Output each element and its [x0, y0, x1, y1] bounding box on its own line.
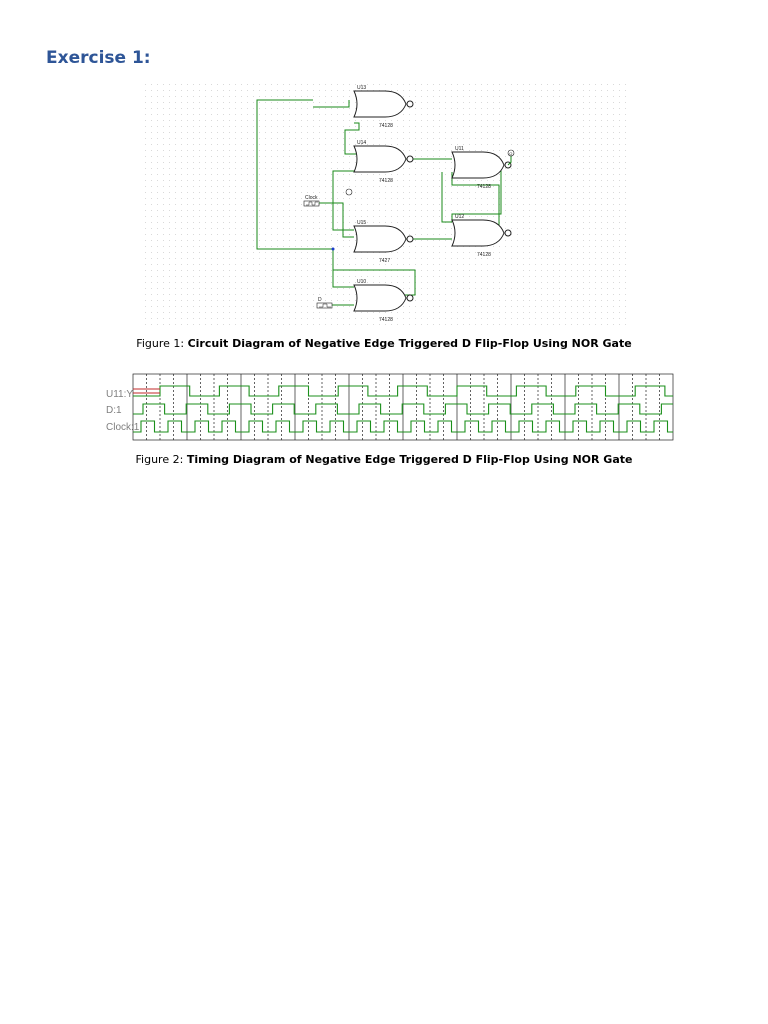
figure-2-caption-text: Timing Diagram of Negative Edge Triggered D Flip-Flop Using NOR Gate [186, 453, 633, 466]
signal-label-d: D:1 [106, 405, 122, 416]
gate-u10-id: U10 [357, 279, 367, 285]
figure-1-caption-text: Circuit Diagram of Negative Edge Triggered D Flip-Flop Using NOR Gate [187, 337, 632, 350]
timing-grid [133, 374, 673, 440]
figure-1-caption-prefix: Figure 1: [136, 337, 185, 350]
exercise-heading: Exercise 1: [46, 48, 151, 68]
gate-u13-id: U13 [357, 85, 367, 91]
signal-label-clock: Clock:1 [106, 422, 140, 433]
figure-2-caption [0, 453, 768, 466]
wire-junction [332, 248, 335, 251]
clock-source [304, 195, 319, 206]
gate-u13-part: 74128 [379, 123, 393, 129]
gate-u11-id: U11 [455, 146, 464, 152]
d-label: D [318, 297, 322, 303]
gate-u11-part: 74128 [477, 184, 491, 190]
gate-u12-part: 74128 [477, 252, 491, 258]
gate-u15-id: U15 [357, 220, 367, 226]
figure-2-caption-prefix: Figure 2: [135, 453, 184, 466]
gate-u10-part: 74128 [379, 317, 393, 323]
timing-diagram [103, 372, 675, 442]
figure-1-caption [0, 337, 768, 350]
gate-u14-id: U14 [357, 140, 367, 146]
clock-label: Clock [305, 195, 318, 201]
signal-label-u11-y: U11:Y [106, 389, 134, 400]
q-probe-label: Q [509, 151, 513, 156]
circuit-diagram [143, 82, 629, 325]
gate-u15-part: 7427 [379, 258, 391, 264]
gate-u12-id: U12 [455, 214, 465, 220]
clock-probe [346, 189, 352, 195]
gate-u14-part: 74128 [379, 178, 393, 184]
